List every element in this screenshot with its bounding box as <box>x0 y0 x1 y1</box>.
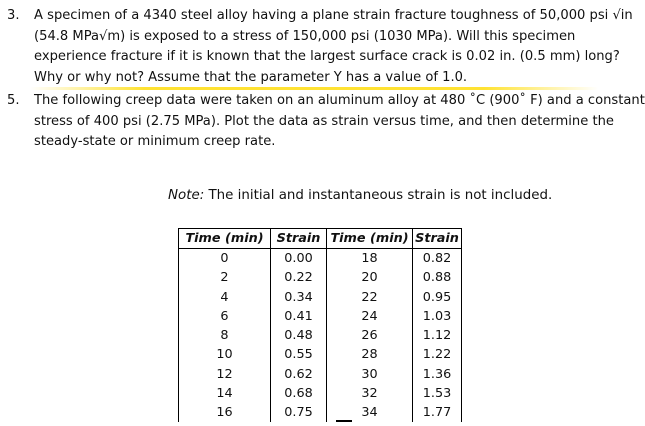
table-row <box>179 326 462 345</box>
problem-5-line: The following creep data were taken on an aluminum alloy at 480 ˚C (900˚ F) and a constant <box>34 93 645 108</box>
problem-5-text <box>34 91 645 153</box>
table-cell: 0.55 <box>271 345 327 364</box>
table-header-row <box>179 229 462 249</box>
table-cut-edge-mark <box>336 420 352 422</box>
table-cell: 1.22 <box>413 345 462 364</box>
problem-3-line: experience fracture if it is known that the largest surface crack is 0.02 in. (0.5 mm) long? <box>34 49 620 64</box>
highlight-stroke <box>30 87 598 90</box>
table-cell: 0.68 <box>271 384 327 403</box>
table-cell: 0.48 <box>271 326 327 345</box>
table-cell: 4 <box>179 288 271 307</box>
table-cell: 0.95 <box>413 288 462 307</box>
table-cell: 1.12 <box>413 326 462 345</box>
table-cell: 30 <box>327 365 413 384</box>
table-row <box>179 403 462 422</box>
table-cell: 2 <box>179 268 271 287</box>
table-cell: 14 <box>179 384 271 403</box>
creep-data-table-wrap <box>178 228 473 426</box>
problem-3-line: A specimen of a 4340 steel alloy having a plane strain fracture toughness of 50,000 psi √in <box>34 8 633 23</box>
table-cell: 0.75 <box>271 403 327 422</box>
problem-3-number: 3. <box>7 8 20 23</box>
table-cell: 8 <box>179 326 271 345</box>
table-cell: 0 <box>179 249 271 269</box>
table-cell: 20 <box>327 268 413 287</box>
table-cell: 34 <box>327 403 413 422</box>
problem-5-line: steady-state or minimum creep rate. <box>34 134 276 149</box>
problem-3-line: (54.8 MPa√m) is exposed to a stress of 150,000 psi (1030 MPa). Will this specimen <box>34 28 576 44</box>
table-cell: 0.00 <box>271 249 327 269</box>
header-time-2: Time (min) <box>327 229 413 249</box>
table-row <box>179 345 462 364</box>
table-cell: 1.53 <box>413 384 462 403</box>
table-cell: 0.34 <box>271 288 327 307</box>
table-cell: 0.41 <box>271 307 327 326</box>
problem-5-number: 5. <box>7 93 20 108</box>
table-cell: 26 <box>327 326 413 345</box>
table-cell: 0.82 <box>413 249 462 269</box>
table-cell: 28 <box>327 345 413 364</box>
table-cell: 0.88 <box>413 268 462 287</box>
table-row <box>179 384 462 403</box>
table-row <box>179 249 462 269</box>
table-cell: 1.03 <box>413 307 462 326</box>
table-body <box>179 249 462 423</box>
table-cell: 22 <box>327 288 413 307</box>
table-row <box>179 288 462 307</box>
header-strain-2: Strain <box>413 229 462 249</box>
table-row <box>179 268 462 287</box>
problem-5-line: stress of 400 psi (2.75 MPa). Plot the data as strain versus time, and then determine the <box>34 113 614 129</box>
note <box>168 188 552 203</box>
header-time-1: Time (min) <box>179 229 271 249</box>
header-strain-1: Strain <box>271 229 327 249</box>
note-label: Note: <box>168 188 205 203</box>
table-cell: 0.62 <box>271 365 327 384</box>
table-row <box>179 307 462 326</box>
table-cell: 6 <box>179 307 271 326</box>
note-text: The initial and instantaneous strain is not included. <box>204 188 553 203</box>
problem-3-line: Why or why not? Assume that the parameter Y has a value of 1.0. <box>34 69 468 85</box>
table-cell: 0.22 <box>271 268 327 287</box>
table-cell: 16 <box>179 403 271 422</box>
table-row <box>179 365 462 384</box>
table-cell: 24 <box>327 307 413 326</box>
table-cell: 12 <box>179 365 271 384</box>
table-cell: 1.36 <box>413 365 462 384</box>
creep-data-table <box>178 228 462 422</box>
table-cell: 1.77 <box>413 403 462 422</box>
table-cell: 32 <box>327 384 413 403</box>
problem-3-text <box>34 6 639 88</box>
table-cell: 18 <box>327 249 413 269</box>
table-cell: 10 <box>179 345 271 364</box>
